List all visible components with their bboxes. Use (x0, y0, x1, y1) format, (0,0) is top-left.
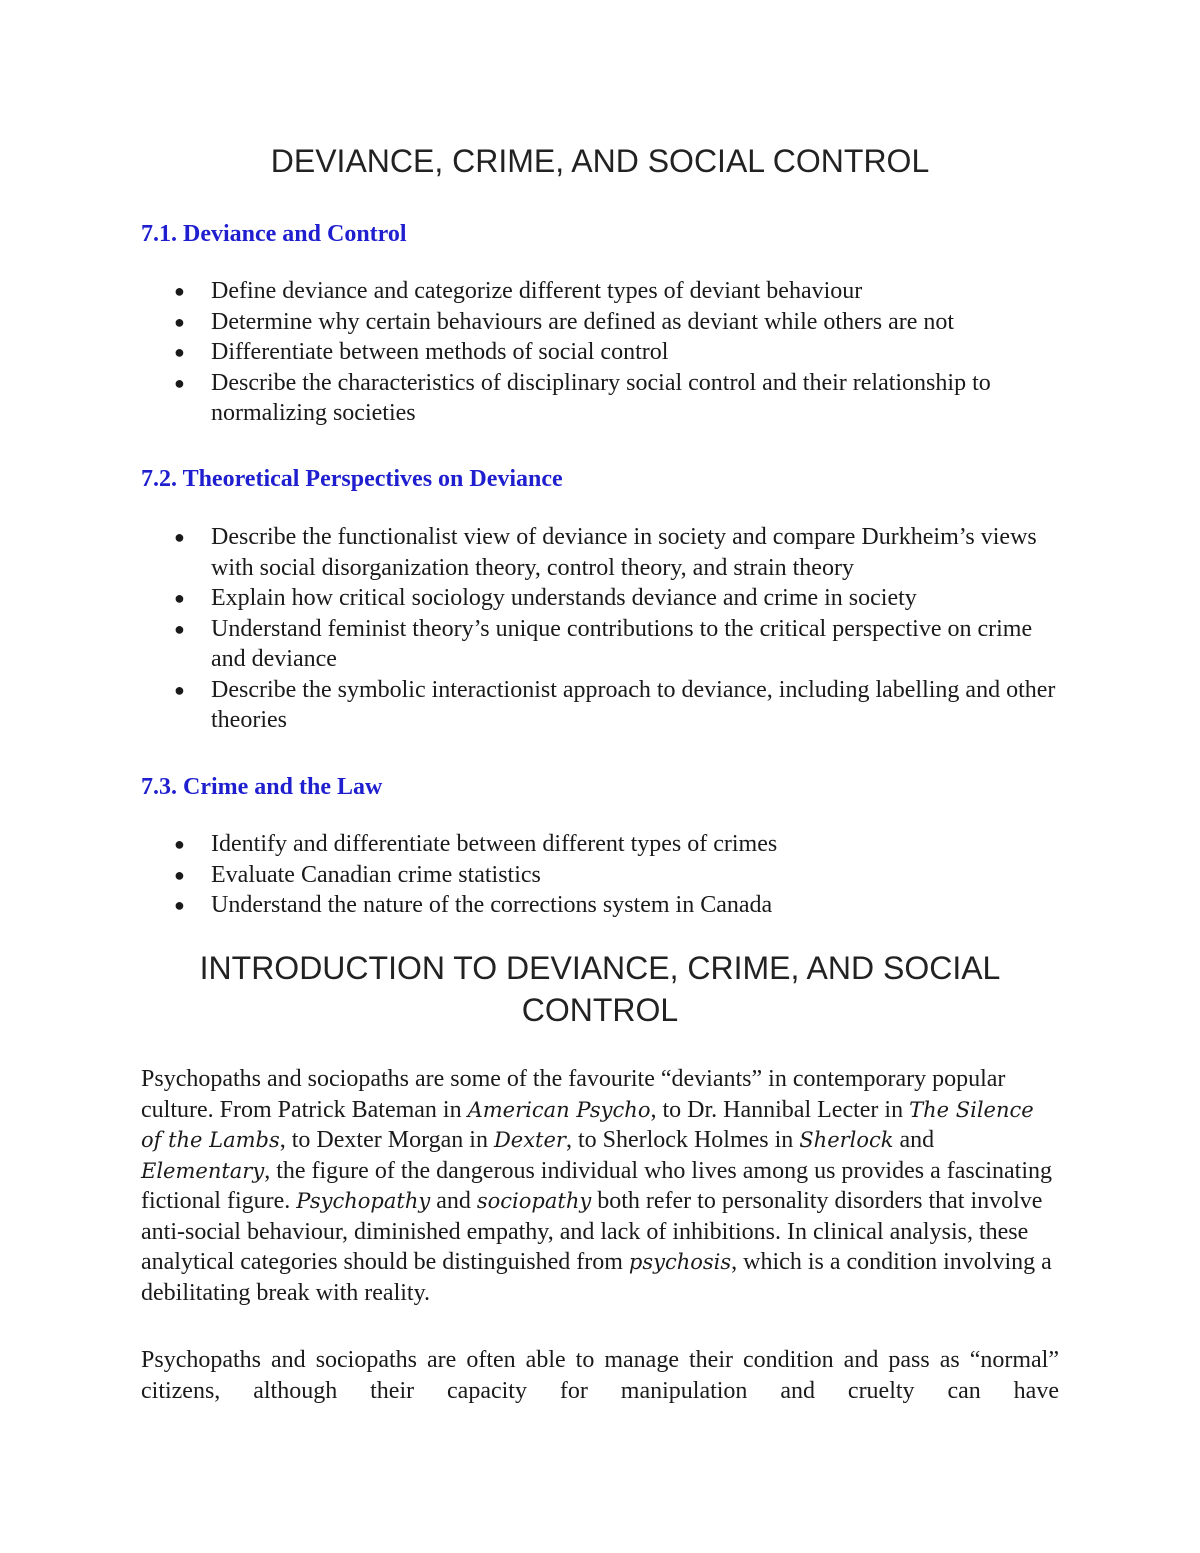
list-item (141, 276, 1059, 307)
italic-title-dexter: Dexter (493, 1128, 566, 1152)
list-item (141, 675, 1059, 736)
paragraph-text: , to Dexter Morgan in (279, 1127, 494, 1153)
section-heading-7-3: 7.3. Crime and the Law (141, 774, 383, 800)
bullet-icon: ● (174, 679, 185, 700)
bullet-icon: ● (174, 588, 185, 608)
intro-paragraph-2: Psychopaths and sociopaths are often able to manage their condition and pass as “normal” citizens, although their capacity for manipulation and cruelty can have (141, 1347, 1059, 1404)
objective-text: Describe the characteristics of disciplinary social control and their relationship to normalizing societies (211, 369, 991, 426)
paragraph-text: , which is a condition involving a debilitating break with reality. (141, 1249, 1052, 1306)
document-title: DEVIANCE, CRIME, AND SOCIAL CONTROL (270, 143, 930, 179)
italic-title-sherlock: Sherlock (799, 1128, 894, 1152)
paragraph-text: and (893, 1127, 935, 1153)
bullet-icon: ● (174, 311, 185, 332)
section-heading-7-1: 7.1. Deviance and Control (141, 221, 407, 247)
italic-term-psychopathy: Psychopathy (296, 1189, 431, 1213)
list-item (141, 614, 1059, 675)
list-item (141, 522, 1059, 583)
bullet-icon: ● (174, 834, 185, 854)
objective-text: Understand the nature of the corrections system in Canada (211, 892, 773, 918)
list-item (141, 890, 1059, 921)
intro-paragraph-1 (141, 1064, 1059, 1308)
italic-title-american-psycho: American Psycho (467, 1097, 651, 1122)
objective-text: Define deviance and categorize different types of deviant behaviour (211, 278, 863, 304)
objective-text: Describe the functionalist view of deviance in society and compare Durkheim’s views with social disorganization theory, control theory, and strain theory (211, 524, 1037, 581)
introduction-heading: INTRODUCTION TO DEVIANCE, CRIME, AND SOCIAL CONTROL (199, 950, 1001, 1028)
objectives-list-7-2 (141, 522, 1059, 736)
paragraph-text: and (430, 1188, 477, 1214)
paragraph-text: both refer to personality disorders that involve anti-social behaviour, diminished empathy, and lack of inhibitions. In clinical analysis, these analytical categories should be distinguished from (141, 1188, 1043, 1275)
objective-text: Evaluate Canadian crime statistics (211, 861, 541, 888)
objective-text: Differentiate between methods of social control (211, 339, 669, 365)
bullet-icon: ● (174, 895, 185, 915)
italic-term-sociopathy: sociopathy (476, 1189, 592, 1213)
objectives-list-7-1 (141, 276, 1059, 429)
section-heading-7-2: 7.2. Theoretical Perspectives on Deviance (141, 466, 563, 492)
objective-text: Determine why certain behaviours are defined as deviant while others are not (211, 308, 955, 335)
bullet-icon: ● (174, 864, 185, 885)
bullet-icon: ● (174, 342, 185, 362)
objective-text: Explain how critical sociology understands deviance and crime in society (211, 585, 917, 611)
paragraph-text: , to Sherlock Holmes in (565, 1127, 800, 1153)
italic-title-silence-of-the-lambs: The Silence of the Lambs (141, 1097, 1034, 1152)
list-item (141, 583, 1059, 614)
bullet-icon: ● (174, 527, 185, 547)
bullet-icon: ● (174, 281, 185, 301)
bullet-icon: ● (174, 372, 185, 393)
list-item (141, 829, 1059, 860)
objective-text: Understand feminist theory’s unique contributions to the critical perspective on crime and deviance (211, 615, 1033, 672)
objective-text: Identify and differentiate between different types of crimes (211, 831, 778, 857)
objectives-list-7-3 (141, 829, 1059, 921)
list-item (141, 860, 1059, 891)
paragraph-text: , to Dr. Hannibal Lecter in (650, 1096, 910, 1123)
bullet-icon: ● (174, 618, 185, 639)
list-item (141, 368, 1059, 429)
italic-title-elementary: Elementary (141, 1158, 265, 1183)
list-item (141, 337, 1059, 368)
paragraph-text: , the figure of the dangerous individual who lives among us provides a fascinating fictional figure. (141, 1157, 1053, 1214)
list-item (141, 307, 1059, 338)
objective-text: Describe the symbolic interactionist approach to deviance, including labelling and other theories (211, 676, 1056, 733)
paragraph-text: Psychopaths and sociopaths are some of the favourite “deviants” in contemporary popular culture. From Patrick Bateman in (141, 1066, 1006, 1123)
italic-term-psychosis: psychosis (628, 1250, 732, 1274)
